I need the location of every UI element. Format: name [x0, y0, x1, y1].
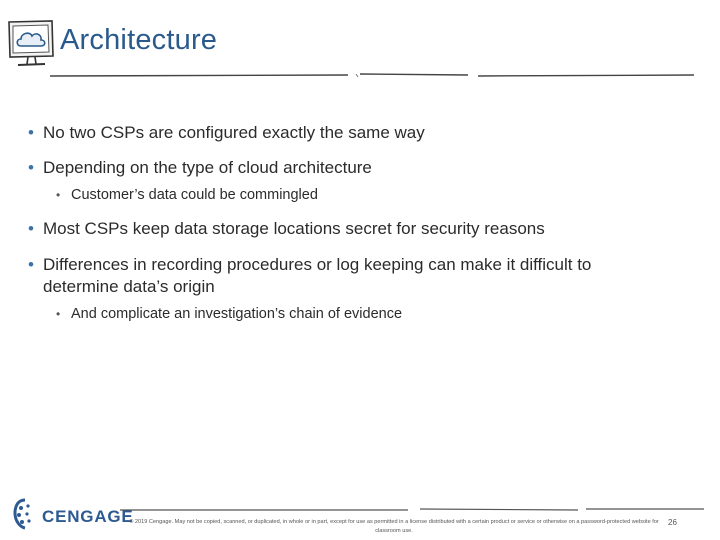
sub-list-item: • And complicate an investigation’s chain of evidence [56, 306, 403, 322]
footer-divider [118, 500, 706, 516]
bullet-marker: • [56, 188, 61, 202]
bullet-marker: • [28, 158, 34, 177]
cengage-logo-text: CENGAGE [42, 507, 134, 526]
sub-list-item: • Customer’s data could be commingled [56, 187, 318, 203]
bullet-marker: • [56, 307, 61, 321]
bullet-marker: • [28, 219, 34, 238]
copyright-text: © 2019 Cengage. May not be copied, scanned, or duplicated, in whole or in part, except for use as permitted in a license distributed with a certain product or service or otherwise on a password-protected website for classroom use. [129, 519, 659, 534]
page-title: Architecture [60, 24, 218, 56]
list-item: • Differences in recording procedures or log keeping can make it difficult to determine data’s origin [28, 255, 592, 296]
bullet-marker: • [28, 123, 34, 142]
title-divider [48, 68, 696, 82]
list-item: • Most CSPs keep data storage locations secret for security reasons [28, 219, 545, 238]
bullet-marker: • [28, 255, 34, 274]
list-item: • No two CSPs are configured exactly the same way [28, 123, 425, 142]
cloud-monitor-icon [6, 18, 56, 70]
cengage-logo-icon [12, 498, 38, 530]
list-item: • Depending on the type of cloud architecture [28, 158, 372, 177]
page-number: 26 [668, 518, 677, 527]
